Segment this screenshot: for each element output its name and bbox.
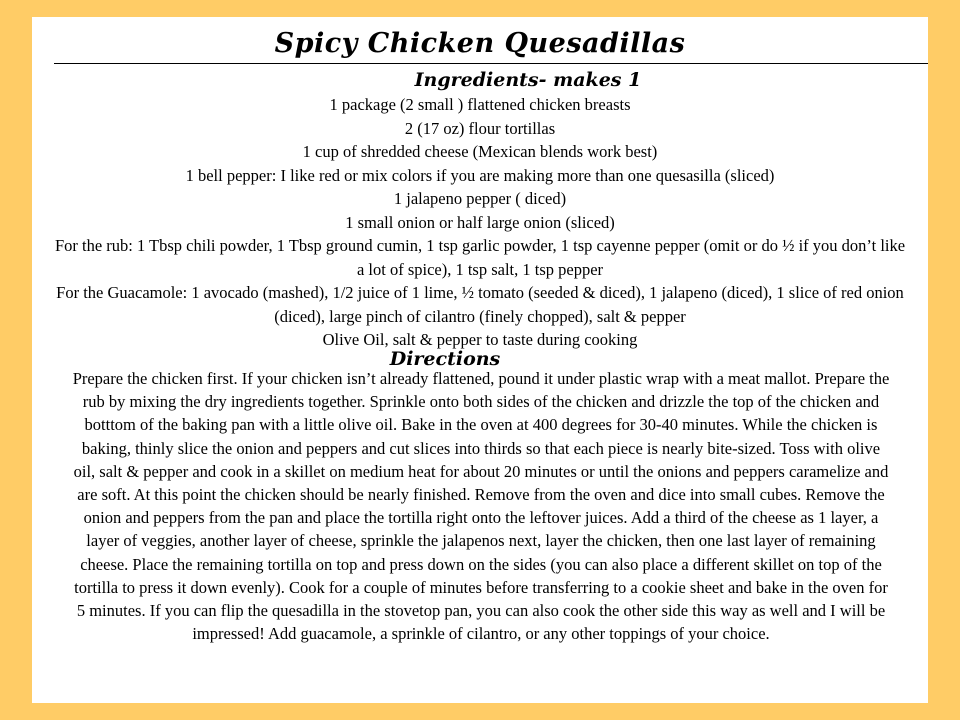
ingredient-item: 2 (17 oz) flour tortillas: [404, 118, 556, 138]
ingredient-item: Olive Oil, salt & pepper to taste during cooking: [322, 330, 638, 349]
ingredient-item: 1 bell pepper: I like red or mix colors if you are making more than one quesasilla (sliced): [185, 165, 775, 185]
ingredients-heading: Ingredients- makes 1: [414, 69, 642, 91]
ingredient-item: For the Guacamole: 1 avocado (mashed), 1/2 juice of 1 lime, ½ tomato (seeded & diced), 1 jalapeno (diced), 1 slice of red onion (diced), large pinch of cilantro (finely chopped), salt & pepper: [56, 283, 904, 326]
ingredient-item: 1 package (2 small ) flattened chicken breasts: [329, 95, 631, 114]
title-divider: [54, 63, 928, 64]
ingredient-item: 1 cup of shredded cheese (Mexican blends work best): [302, 142, 658, 161]
recipe-card: [32, 17, 928, 703]
recipe-title: Spicy Chicken Quesadillas: [274, 28, 686, 59]
ingredient-item: 1 small onion or half large onion (sliced): [345, 212, 615, 232]
ingredients-list: [52, 93, 908, 352]
ingredient-item: 1 jalapeno pepper ( diced): [393, 189, 567, 208]
directions-text: Prepare the chicken first. If your chicken isn’t already flattened, pound it under plastic wrap with a meat mallot. Prepare the rub by mixing the dry ingredients together. Sprinkle onto both sides of the chicken and drizzle the top of the chicken and botttom of the baking pan with a little olive oil. Bake in the oven at 400 degrees for 30-40 minutes. While the chicken is baking, thinly slice the onion and peppers and cut slices into thirds so that each piece is nearly bite-sized. Toss with olive oil, salt & pepper and cook in a skillet on medium heat for about 20 minutes or until the onions and peppers caramelize and are soft. At this point the chicken should be nearly finished. Remove from the oven and dice into small cubes. Remove the onion and peppers from the pan and place the tortilla right onto the leftover juices. Add a third of the cheese as 1 layer, a layer of veggies, another layer of cheese, sprinkle the jalapenos next, layer the chicken, then one last layer of remaining cheese. Place the remaining tortilla on top and press down on the sides (you can also place a different skillet on top of the tortilla to press it down evenly). Cook for a couple of minutes before transferring to a cookie sheet and bake in the oven for 5 minutes. If you can flip the quesadilla in the stovetop pan, you can also cook the other side this way as well and I will be impressed! Add guacamole, a sprinkle of cilantro, or any other toppings of your choice.: [72, 369, 890, 644]
directions-heading: Directions: [389, 348, 501, 370]
ingredient-item: For the rub: 1 Tbsp chili powder, 1 Tbsp ground cumin, 1 tsp garlic powder, 1 tsp cayenne pepper (omit or do ½ if you don’t like a lot of spice), 1 tsp salt, 1 tsp pepper: [54, 236, 906, 279]
